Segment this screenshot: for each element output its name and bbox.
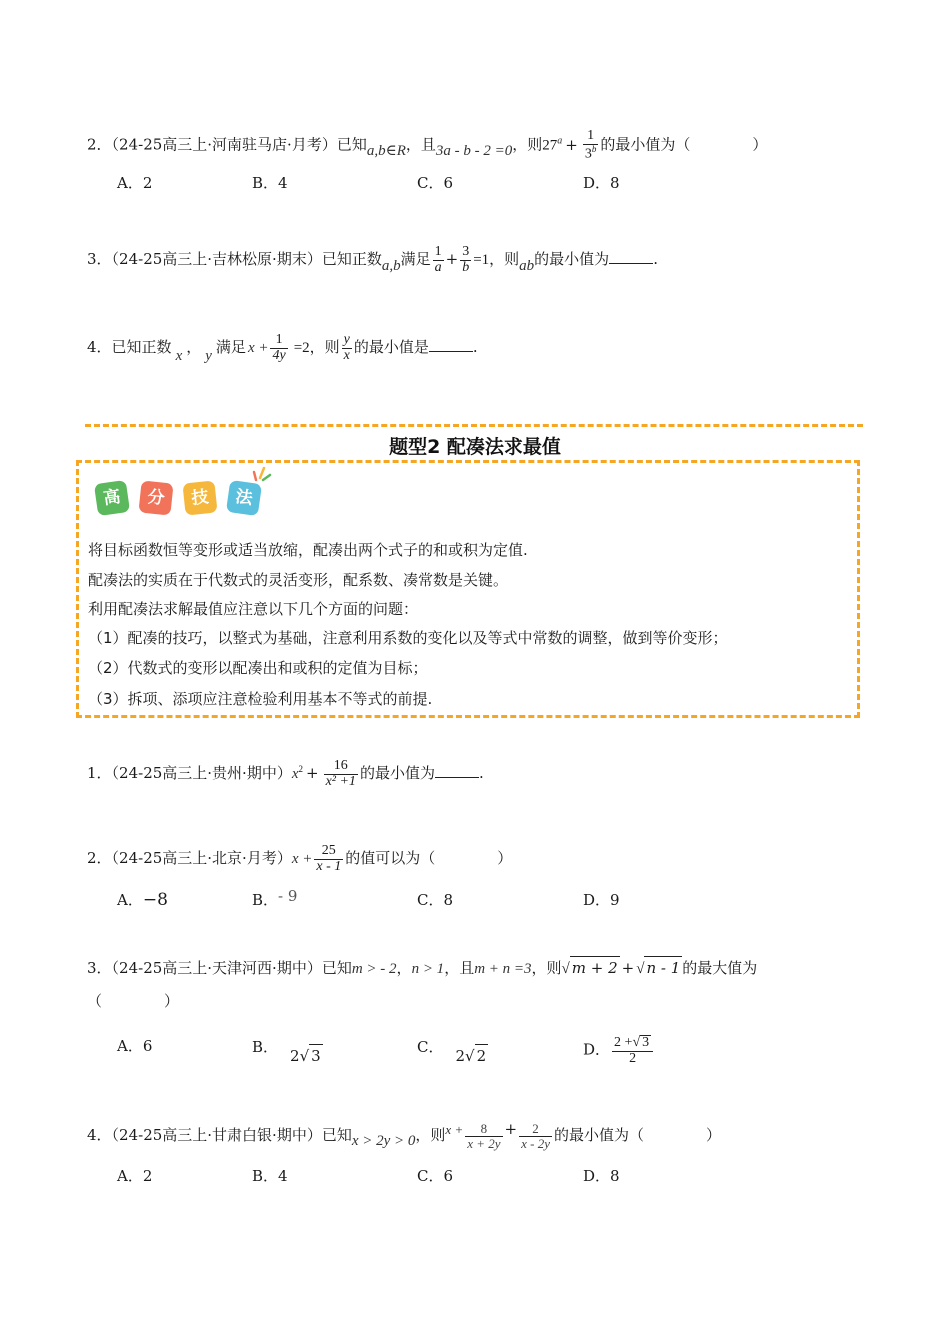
badge-fen: 分 [138,480,173,515]
option-d: D．8 [583,174,620,192]
question-3-part1: 3．（24-25高三上·吉林松原·期末）已知正数a,b满足 $\frac{1}{a}$ + $\frac{3}{b}$ =1，则ab的最小值为 . [87,244,658,275]
fraction: $\frac{2 +√ 3}{2}$ [612,1035,653,1066]
tip-line-5: （2）代数式的变形以配凑出和或积的定值为目标； [88,659,428,677]
option-c: C． 2√ 2 [417,1038,487,1065]
sparkle-icon [252,462,272,482]
question-1-part2: 1．（24-25高三上·贵州·期中）$x^2$ + $\frac{16}{\text{x² +1}}$ 的最小值为 . [87,757,484,789]
question-3-part2: 3．（24-25高三上·天津河西·期中）已知m > - 2，n > 1，且m + n =3，则√ m + 2 + √ n - 1 的最大值为 [87,956,757,980]
section-title: 题型2 配凑法求最值 [389,436,561,458]
fraction: $\frac{1}{4y}$ [272,332,286,363]
option-a: A．2 [117,1167,153,1185]
fraction: $\frac{1}{3^b}$ [584,128,597,162]
answer-blank[interactable] [609,249,653,264]
tip-line-6: （3）拆项、添项应注意检验利用基本不等式的前提. [88,690,433,708]
option-a: A．6 [117,1037,153,1055]
question-4-part1: 4．已知正数 x ， y 满足 x + $\frac{1}{4y}$ =2，则 $\frac{y}{x}$ 的最小值是 . [87,332,478,365]
badge-fa: 法 [226,480,262,516]
fraction: $\frac{1}{a}$ [434,244,442,275]
option-a: A．−8 [117,890,168,910]
option-d: D．8 [583,1167,620,1185]
answer-blank[interactable] [429,337,473,352]
fraction: $\frac{y}{x}$ [343,332,350,363]
fraction: $\frac{8}{x + 2y}$ [467,1121,501,1151]
option-b: B． 2√ 3 [252,1038,321,1065]
fraction: $\frac{25}{x - 1}$ [316,843,342,874]
option-b: B．- 9 [252,887,298,909]
fraction: $\frac{16}{\text{x² +1}}$ [325,757,356,789]
section-divider [85,424,863,427]
fraction: $\frac{3}{b}$ [462,244,470,275]
option-a: A．2 [117,174,153,192]
tip-line-2: 配凑法的实质在于代数式的灵活变形，配系数、凑常数是关键。 [88,571,509,589]
option-c: C．8 [417,891,454,909]
tip-line-1: 将目标函数恒等变形或适当放缩，配凑出两个式子的和或积为定值. [88,541,528,559]
option-b: B．4 [252,1167,288,1185]
option-c: C．6 [417,174,454,192]
option-d: D．9 [583,891,620,909]
answer-blank[interactable] [435,763,479,778]
option-d: D． $\frac{2 +√ 3}{2}$ [583,1035,655,1066]
badge-gao: 高 [94,480,130,516]
tip-line-3: 利用配凑法求解最值应注意以下几个方面的问题： [88,600,419,618]
badge-ji: 技 [182,480,217,515]
option-c: C．6 [417,1167,454,1185]
question-2-part2: 2．（24-25高三上·北京·月考）x + $\frac{25}{x - 1}$ 的值可以为（ ） [87,843,513,874]
option-b: B．4 [252,174,288,192]
question-4-part2: 4．（24-25高三上·甘肃白银·期中）已知x > 2y > 0，则x + $\frac{8}{x + 2y}$ + $\frac{2}{x - 2y}$ 的最小值为（ ） [87,1120,722,1151]
fraction: $\frac{2}{x - 2y}$ [521,1121,550,1151]
question-3-part2-paren: （ ） [87,992,180,1010]
question-2-part1: 2．（24-25高三上·河南驻马店·月考）已知a,b∈R，且3a - b - 2 =0，则$27^a$ + $\frac{1}{3^b}$ 的最小值为（ ） [87,128,768,162]
tip-line-4: （1）配凑的技巧，以整式为基础，注意利用系数的变化以及等式中常数的调整，做到等价变形； [88,629,728,647]
